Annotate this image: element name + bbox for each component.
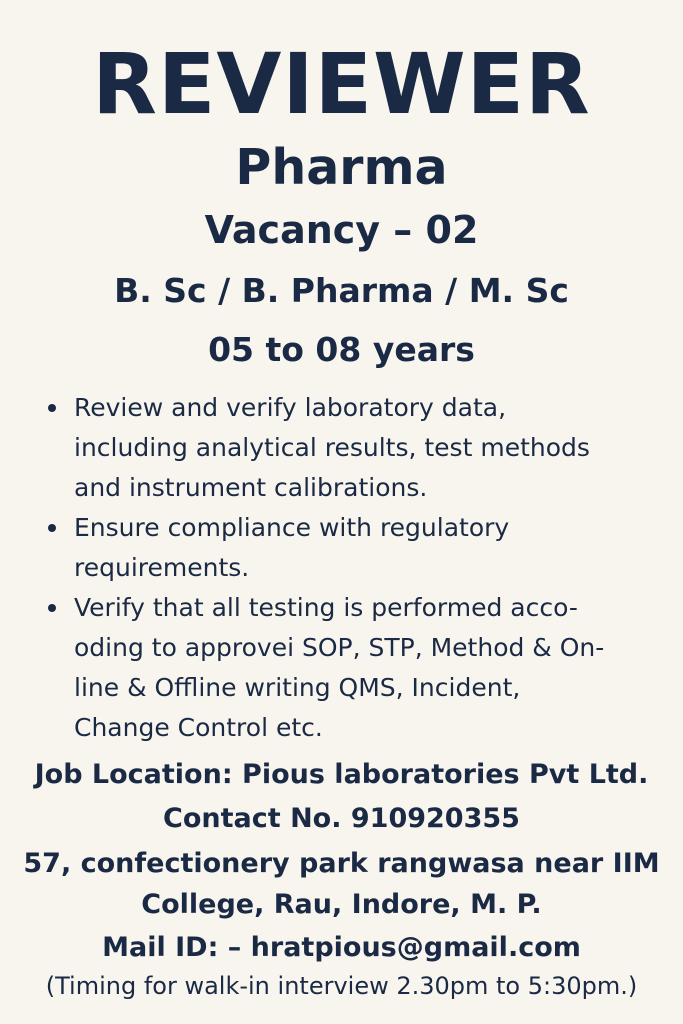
responsibilities-list [44,388,674,748]
vacancy-count: Vacancy – 02 [204,208,479,252]
address-line-1: 57, confectionery park rangwasa near IIM [23,848,660,879]
list-item-line: line & Offline writing QMS, Incident, [74,673,521,702]
page-title: REVIEWER [92,35,591,133]
experience-range: 05 to 08 years [208,330,475,369]
list-item [44,388,674,508]
list-item-line: Review and verify laboratory data, [74,393,507,422]
list-item-line: Change Control etc. [74,713,323,742]
interview-timing: (Timing for walk-in interview 2.30pm to 5:30pm.) [45,972,638,1000]
list-item-line: and instrument calibrations. [74,473,428,502]
bullet-icon [48,524,56,532]
mail-id: Mail ID: – hratpious@gmail.com [102,932,581,963]
list-item-line: oding to approvei SOP, STP, Method & On- [74,633,605,662]
list-item-line: Verify that all testing is performed acco- [74,593,578,622]
qualifications: B. Sc / B. Pharma / M. Sc [114,271,569,310]
contact-number: Contact No. 910920355 [163,803,520,834]
list-item-line: including analytical results, test methods [74,433,590,462]
list-item [44,588,674,748]
job-location: Job Location: Pious laboratories Pvt Ltd. [34,759,649,790]
department-subtitle: Pharma [235,139,448,196]
list-item [44,508,674,588]
list-item-line: Ensure compliance with regulatory [74,513,510,542]
address-line-2: College, Rau, Indore, M. P. [141,889,542,920]
bullet-icon [48,604,56,612]
list-item-line: requirements. [74,553,250,582]
bullet-icon [48,404,56,412]
